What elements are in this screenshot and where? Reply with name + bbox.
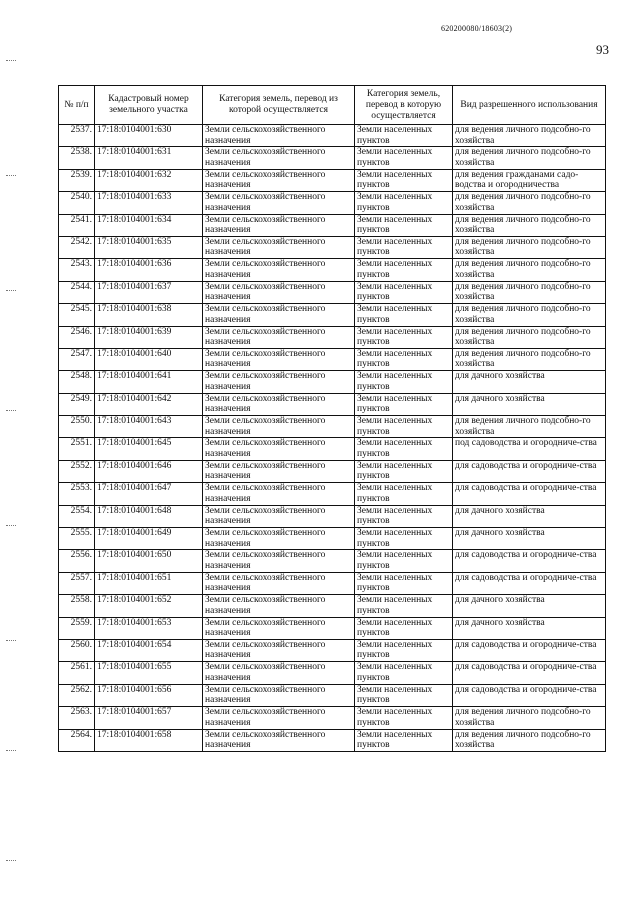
permitted-use: для садоводства и огородниче-ства xyxy=(453,662,606,684)
category-to: Земли населенных пунктов xyxy=(355,192,453,214)
category-from: Земли сельскохозяйственного назначения xyxy=(203,236,355,258)
header-category-from: Категория земель, перевод из которой осуществляется xyxy=(203,86,355,125)
table-row xyxy=(59,371,606,393)
category-to: Земли населенных пунктов xyxy=(355,460,453,482)
category-from: Земли сельскохозяйственного назначения xyxy=(203,505,355,527)
table-header xyxy=(59,86,606,125)
category-to: Земли населенных пунктов xyxy=(355,572,453,594)
land-registry-table xyxy=(58,85,606,752)
cadastral-number: 17:18:0104001:648 xyxy=(95,505,203,527)
category-from: Земли сельскохозяйственного назначения xyxy=(203,214,355,236)
table-row xyxy=(59,662,606,684)
table-row xyxy=(59,617,606,639)
cadastral-number: 17:18:0104001:652 xyxy=(95,595,203,617)
permitted-use: для садоводства и огородниче-ства xyxy=(453,550,606,572)
row-number: 2539. xyxy=(59,169,95,191)
cadastral-number: 17:18:0104001:657 xyxy=(95,707,203,729)
row-number: 2559. xyxy=(59,617,95,639)
category-to: Земли населенных пунктов xyxy=(355,528,453,550)
table-row xyxy=(59,393,606,415)
cadastral-number: 17:18:0104001:633 xyxy=(95,192,203,214)
table-row xyxy=(59,214,606,236)
category-to: Земли населенных пунктов xyxy=(355,214,453,236)
page-number: 93 xyxy=(596,42,609,57)
category-to: Земли населенных пунктов xyxy=(355,326,453,348)
cadastral-number: 17:18:0104001:639 xyxy=(95,326,203,348)
category-to: Земли населенных пунктов xyxy=(355,371,453,393)
table-row xyxy=(59,639,606,661)
permitted-use: для ведения личного подсобно-го хозяйства xyxy=(453,304,606,326)
table-row xyxy=(59,505,606,527)
category-to: Земли населенных пунктов xyxy=(355,617,453,639)
table-row xyxy=(59,729,606,751)
category-to: Земли населенных пунктов xyxy=(355,550,453,572)
row-number: 2546. xyxy=(59,326,95,348)
row-number: 2564. xyxy=(59,729,95,751)
row-number: 2555. xyxy=(59,528,95,550)
category-from: Земли сельскохозяйственного назначения xyxy=(203,684,355,706)
row-number: 2545. xyxy=(59,304,95,326)
row-number: 2537. xyxy=(59,125,95,147)
table-row xyxy=(59,169,606,191)
row-number: 2563. xyxy=(59,707,95,729)
permitted-use: для ведения личного подсобно-го хозяйства xyxy=(453,707,606,729)
cadastral-number: 17:18:0104001:653 xyxy=(95,617,203,639)
permitted-use: для ведения личного подсобно-го хозяйства xyxy=(453,348,606,370)
category-from: Земли сельскохозяйственного назначения xyxy=(203,147,355,169)
category-to: Земли населенных пунктов xyxy=(355,662,453,684)
category-to: Земли населенных пунктов xyxy=(355,281,453,303)
category-from: Земли сельскохозяйственного назначения xyxy=(203,438,355,460)
cadastral-number: 17:18:0104001:655 xyxy=(95,662,203,684)
cadastral-number: 17:18:0104001:638 xyxy=(95,304,203,326)
document-code: 620200080/18603(2) xyxy=(441,24,513,33)
table-row xyxy=(59,147,606,169)
cadastral-number: 17:18:0104001:651 xyxy=(95,572,203,594)
category-to: Земли населенных пунктов xyxy=(355,438,453,460)
header-permitted-use: Вид разрешенного использования xyxy=(453,86,606,125)
category-from: Земли сельскохозяйственного назначения xyxy=(203,595,355,617)
margin-mark xyxy=(6,750,16,752)
category-to: Земли населенных пунктов xyxy=(355,125,453,147)
row-number: 2556. xyxy=(59,550,95,572)
margin-mark xyxy=(6,60,16,62)
header-cadastral: Кадастровый номер земельного участка xyxy=(95,86,203,125)
cadastral-number: 17:18:0104001:646 xyxy=(95,460,203,482)
category-to: Земли населенных пунктов xyxy=(355,595,453,617)
category-from: Земли сельскохозяйственного назначения xyxy=(203,281,355,303)
category-from: Земли сельскохозяйственного назначения xyxy=(203,304,355,326)
cadastral-number: 17:18:0104001:641 xyxy=(95,371,203,393)
row-number: 2557. xyxy=(59,572,95,594)
permitted-use: для дачного хозяйства xyxy=(453,595,606,617)
category-from: Земли сельскохозяйственного назначения xyxy=(203,572,355,594)
category-to: Земли населенных пунктов xyxy=(355,236,453,258)
permitted-use: для садоводства и огородниче-ства xyxy=(453,572,606,594)
row-number: 2547. xyxy=(59,348,95,370)
permitted-use: для садоводства и огородниче-ства xyxy=(453,483,606,505)
cadastral-number: 17:18:0104001:636 xyxy=(95,259,203,281)
permitted-use: для дачного хозяйства xyxy=(453,393,606,415)
permitted-use: для ведения личного подсобно-го хозяйства xyxy=(453,259,606,281)
row-number: 2553. xyxy=(59,483,95,505)
cadastral-number: 17:18:0104001:637 xyxy=(95,281,203,303)
row-number: 2540. xyxy=(59,192,95,214)
table-row xyxy=(59,528,606,550)
table-row xyxy=(59,326,606,348)
category-from: Земли сельскохозяйственного назначения xyxy=(203,371,355,393)
table-row xyxy=(59,684,606,706)
category-to: Земли населенных пунктов xyxy=(355,147,453,169)
table-row xyxy=(59,281,606,303)
table-row xyxy=(59,550,606,572)
permitted-use: для садоводства и огородниче-ства xyxy=(453,684,606,706)
cadastral-number: 17:18:0104001:649 xyxy=(95,528,203,550)
permitted-use: для ведения гражданами садо-водства и огородничества xyxy=(453,169,606,191)
cadastral-number: 17:18:0104001:632 xyxy=(95,169,203,191)
category-to: Земли населенных пунктов xyxy=(355,416,453,438)
table-row xyxy=(59,236,606,258)
table-row xyxy=(59,348,606,370)
permitted-use: для ведения личного подсобно-го хозяйства xyxy=(453,281,606,303)
cadastral-number: 17:18:0104001:630 xyxy=(95,125,203,147)
permitted-use: для ведения личного подсобно-го хозяйства xyxy=(453,214,606,236)
header-row xyxy=(59,86,606,125)
category-to: Земли населенных пунктов xyxy=(355,393,453,415)
permitted-use: для ведения личного подсобно-го хозяйства xyxy=(453,236,606,258)
cadastral-number: 17:18:0104001:642 xyxy=(95,393,203,415)
cadastral-number: 17:18:0104001:635 xyxy=(95,236,203,258)
row-number: 2542. xyxy=(59,236,95,258)
cadastral-number: 17:18:0104001:643 xyxy=(95,416,203,438)
permitted-use: для ведения личного подсобно-го хозяйства xyxy=(453,192,606,214)
cadastral-number: 17:18:0104001:631 xyxy=(95,147,203,169)
table-row xyxy=(59,483,606,505)
row-number: 2541. xyxy=(59,214,95,236)
permitted-use: для дачного хозяйства xyxy=(453,505,606,527)
margin-mark xyxy=(6,860,16,862)
margin-mark xyxy=(6,640,16,642)
category-from: Земли сельскохозяйственного назначения xyxy=(203,326,355,348)
cadastral-number: 17:18:0104001:656 xyxy=(95,684,203,706)
permitted-use: для ведения личного подсобно-го хозяйства xyxy=(453,326,606,348)
permitted-use: для ведения личного подсобно-го хозяйства xyxy=(453,416,606,438)
category-to: Земли населенных пунктов xyxy=(355,169,453,191)
category-to: Земли населенных пунктов xyxy=(355,348,453,370)
table-row xyxy=(59,192,606,214)
category-from: Земли сельскохозяйственного назначения xyxy=(203,192,355,214)
row-number: 2550. xyxy=(59,416,95,438)
table-row xyxy=(59,595,606,617)
category-to: Земли населенных пунктов xyxy=(355,729,453,751)
row-number: 2552. xyxy=(59,460,95,482)
cadastral-number: 17:18:0104001:645 xyxy=(95,438,203,460)
permitted-use: для ведения личного подсобно-го хозяйства xyxy=(453,729,606,751)
table-row xyxy=(59,125,606,147)
category-from: Земли сельскохозяйственного назначения xyxy=(203,125,355,147)
table-row xyxy=(59,416,606,438)
category-to: Земли населенных пунктов xyxy=(355,707,453,729)
margin-mark xyxy=(6,410,16,412)
row-number: 2548. xyxy=(59,371,95,393)
category-from: Земли сельскохозяйственного назначения xyxy=(203,416,355,438)
header-number: № п/п xyxy=(59,86,95,125)
category-from: Земли сельскохозяйственного назначения xyxy=(203,460,355,482)
row-number: 2543. xyxy=(59,259,95,281)
category-to: Земли населенных пунктов xyxy=(355,259,453,281)
margin-mark xyxy=(6,525,16,527)
header-category-to: Категория земель, перевод в которую осуществляется xyxy=(355,86,453,125)
cadastral-number: 17:18:0104001:658 xyxy=(95,729,203,751)
row-number: 2561. xyxy=(59,662,95,684)
permitted-use: под садоводства и огородниче-ства xyxy=(453,438,606,460)
category-from: Земли сельскохозяйственного назначения xyxy=(203,662,355,684)
table-body xyxy=(59,125,606,752)
table-row xyxy=(59,438,606,460)
permitted-use: для ведения личного подсобно-го хозяйства xyxy=(453,125,606,147)
permitted-use: для садоводства и огородниче-ства xyxy=(453,639,606,661)
table-row xyxy=(59,572,606,594)
category-from: Земли сельскохозяйственного назначения xyxy=(203,550,355,572)
category-from: Земли сельскохозяйственного назначения xyxy=(203,483,355,505)
category-from: Земли сельскохозяйственного назначения xyxy=(203,169,355,191)
category-from: Земли сельскохозяйственного назначения xyxy=(203,348,355,370)
category-to: Земли населенных пунктов xyxy=(355,304,453,326)
category-to: Земли населенных пунктов xyxy=(355,639,453,661)
table-row xyxy=(59,259,606,281)
category-to: Земли населенных пунктов xyxy=(355,684,453,706)
category-from: Земли сельскохозяйственного назначения xyxy=(203,528,355,550)
row-number: 2551. xyxy=(59,438,95,460)
category-from: Земли сельскохозяйственного назначения xyxy=(203,617,355,639)
permitted-use: для дачного хозяйства xyxy=(453,528,606,550)
row-number: 2538. xyxy=(59,147,95,169)
row-number: 2558. xyxy=(59,595,95,617)
table-row xyxy=(59,707,606,729)
category-from: Земли сельскохозяйственного назначения xyxy=(203,639,355,661)
margin-mark xyxy=(6,290,16,292)
cadastral-number: 17:18:0104001:650 xyxy=(95,550,203,572)
row-number: 2562. xyxy=(59,684,95,706)
table-row xyxy=(59,304,606,326)
category-to: Земли населенных пунктов xyxy=(355,483,453,505)
row-number: 2544. xyxy=(59,281,95,303)
category-to: Земли населенных пунктов xyxy=(355,505,453,527)
cadastral-number: 17:18:0104001:634 xyxy=(95,214,203,236)
category-from: Земли сельскохозяйственного назначения xyxy=(203,729,355,751)
permitted-use: для дачного хозяйства xyxy=(453,617,606,639)
permitted-use: для дачного хозяйства xyxy=(453,371,606,393)
category-from: Земли сельскохозяйственного назначения xyxy=(203,393,355,415)
permitted-use: для ведения личного подсобно-го хозяйства xyxy=(453,147,606,169)
row-number: 2549. xyxy=(59,393,95,415)
permitted-use: для садоводства и огородниче-ства xyxy=(453,460,606,482)
row-number: 2560. xyxy=(59,639,95,661)
margin-mark xyxy=(6,175,16,177)
cadastral-number: 17:18:0104001:654 xyxy=(95,639,203,661)
category-from: Земли сельскохозяйственного назначения xyxy=(203,707,355,729)
cadastral-number: 17:18:0104001:640 xyxy=(95,348,203,370)
row-number: 2554. xyxy=(59,505,95,527)
table-row xyxy=(59,460,606,482)
category-from: Земли сельскохозяйственного назначения xyxy=(203,259,355,281)
cadastral-number: 17:18:0104001:647 xyxy=(95,483,203,505)
